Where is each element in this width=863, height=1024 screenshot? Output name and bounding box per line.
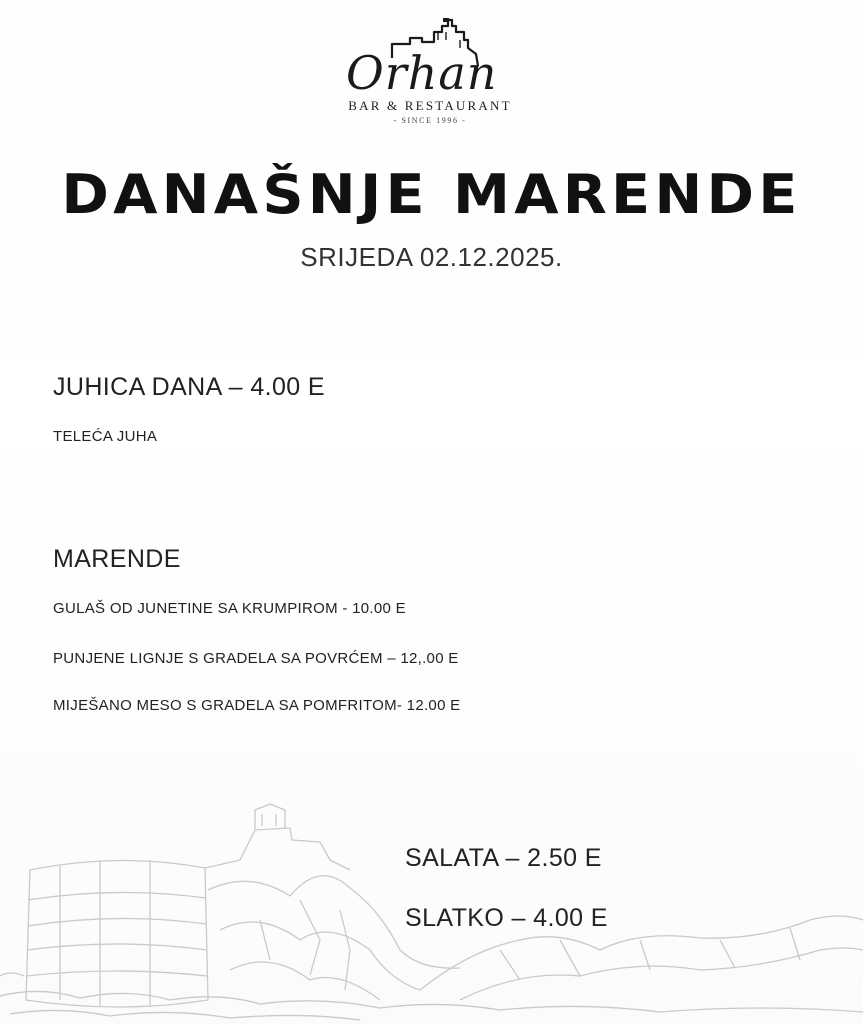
logo-subtitle: BAR & RESTAURANT bbox=[348, 98, 512, 113]
soup-heading: JUHICA DANA – 4.00 E bbox=[53, 373, 326, 401]
list-item: GULAŠ OD JUNETINE SA KRUMPIROM - 10.00 E bbox=[53, 600, 406, 617]
menu-date: SRIJEDA 02.12.2025. bbox=[300, 242, 563, 272]
logo-since: - SINCE 1996 - bbox=[393, 116, 467, 125]
page-title: DANAŠNJE MARENDE bbox=[61, 163, 802, 226]
list-item: MIJEŠANO MESO S GRADELA SA POMFRITOM- 12.00 E bbox=[53, 697, 461, 714]
logo-wordmark: Orhan bbox=[346, 46, 498, 100]
list-item: PUNJENE LIGNJE S GRADELA SA POVRĆEM – 12,.00 E bbox=[53, 650, 459, 667]
dessert-price: SLATKO – 4.00 E bbox=[405, 904, 608, 932]
mains-heading: MARENDE bbox=[53, 545, 181, 573]
list-item: TELEĆA JUHA bbox=[53, 428, 158, 445]
restaurant-logo bbox=[330, 18, 530, 128]
salad-price: SALATA – 2.50 E bbox=[405, 844, 602, 872]
